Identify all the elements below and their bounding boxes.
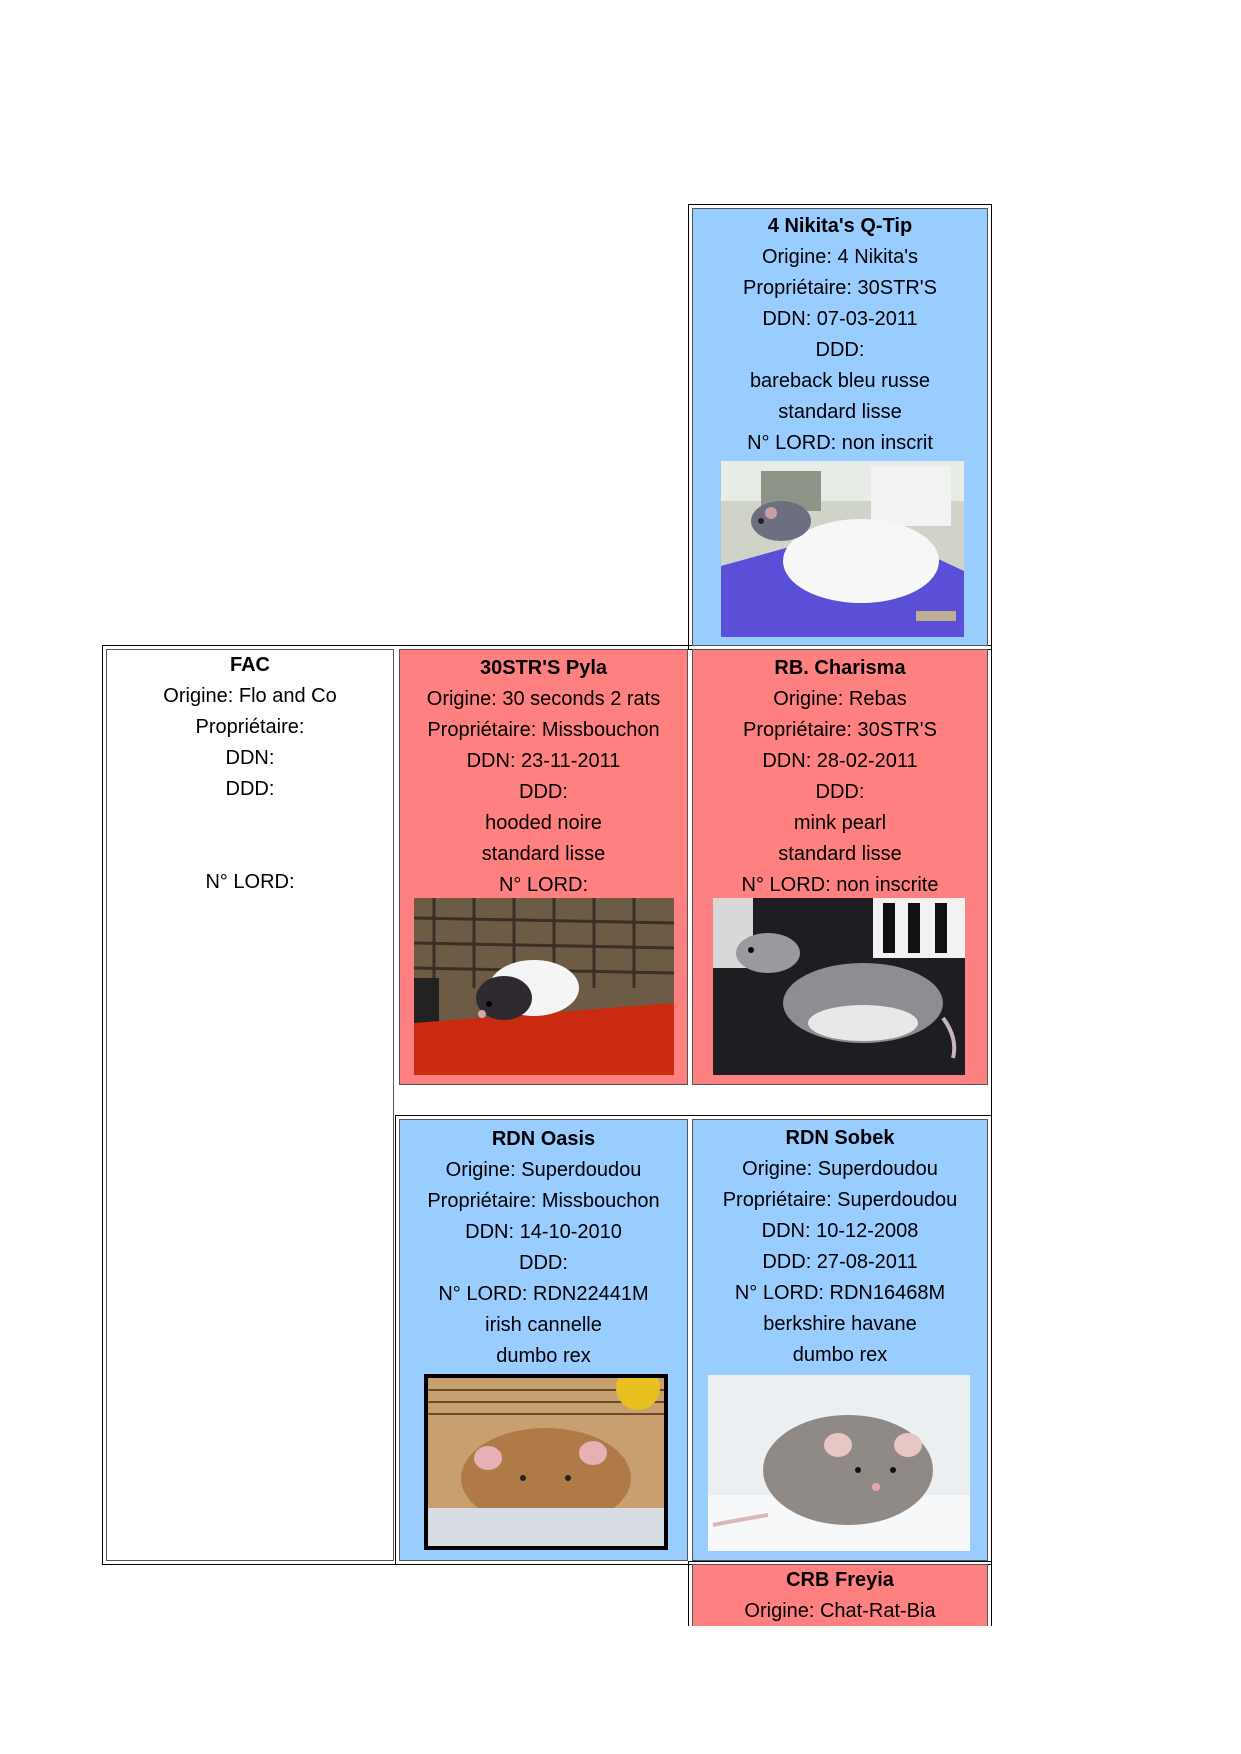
- variety-color: bareback bleu russe: [749, 370, 931, 392]
- variety-color: hooded noire: [485, 812, 602, 834]
- lord-text: N° LORD: non inscrit: [747, 432, 933, 454]
- ddd-text: DDD:: [225, 778, 275, 800]
- lord-text: N° LORD: RDN22441M: [438, 1283, 649, 1305]
- ddd-text: DDD:: [815, 339, 865, 361]
- variety-color: irish cannelle: [485, 1314, 602, 1336]
- proprietaire-text: Propriétaire: 30STR'S: [743, 719, 937, 741]
- ddn-text: DDN: 14-10-2010: [465, 1221, 622, 1243]
- blank-line: [107, 805, 393, 836]
- proprietaire-text: Propriétaire: Missbouchon: [427, 1190, 660, 1212]
- rat-name: RDN Sobek: [785, 1127, 895, 1149]
- pedigree-card-sobek: [692, 1119, 988, 1561]
- pedigree-card-charisma: [692, 649, 988, 1085]
- rat-name: RDN Oasis: [491, 1128, 596, 1150]
- ddn-text: DDN: 28-02-2011: [762, 750, 918, 772]
- rat-photo: [713, 898, 965, 1075]
- pedigree-card-fac: [106, 649, 394, 1561]
- ddd-text: DDD: 27-08-2011: [762, 1251, 918, 1273]
- proprietaire-text: Propriétaire: 30STR'S: [743, 277, 937, 299]
- origine-text: Origine: 30 seconds 2 rats: [426, 688, 661, 710]
- rat-photo: [414, 898, 674, 1075]
- ddd-text: DDD:: [519, 1252, 568, 1274]
- rat-photo: [424, 1374, 668, 1550]
- proprietaire-text: Propriétaire: Missbouchon: [427, 719, 660, 741]
- rat-name: CRB Freyia: [786, 1569, 894, 1591]
- variety-color: mink pearl: [793, 812, 887, 834]
- rat-photo: [708, 1375, 970, 1551]
- origine-text: Origine: Superdoudou: [445, 1159, 642, 1181]
- proprietaire-text: Propriétaire: Superdoudou: [722, 1189, 958, 1211]
- rat-name: 30STR'S Pyla: [479, 657, 608, 679]
- rat-photo: [721, 461, 964, 637]
- pedigree-card-freyia: [692, 1564, 988, 1626]
- origine-text: Origine: Chat-Rat-Bia: [744, 1600, 936, 1622]
- lord-text: N° LORD: non inscrite: [741, 874, 939, 896]
- variety-type: dumbo rex: [496, 1345, 591, 1367]
- ddn-text: DDN: 07-03-2011: [762, 308, 918, 330]
- proprietaire-text: Propriétaire:: [195, 716, 305, 738]
- variety-type: standard lisse: [481, 843, 606, 865]
- variety-type: standard lisse: [778, 401, 902, 423]
- variety-type: dumbo rex: [792, 1344, 888, 1366]
- lord-text: N° LORD:: [498, 874, 589, 896]
- origine-text: Origine: Flo and Co: [163, 685, 337, 707]
- variety-color: berkshire havane: [763, 1313, 917, 1335]
- ddn-text: DDN: 23-11-2011: [466, 750, 621, 772]
- rat-name: RB. Charisma: [774, 657, 906, 679]
- ddd-text: DDD:: [519, 781, 568, 803]
- pedigree-card-oasis: [399, 1119, 688, 1561]
- ddn-text: DDN: 10-12-2008: [761, 1220, 919, 1242]
- variety-type: standard lisse: [778, 843, 902, 865]
- pedigree-card-pyla: [399, 649, 688, 1085]
- rat-name: FAC: [230, 654, 270, 676]
- rat-name: 4 Nikita's Q-Tip: [767, 215, 913, 237]
- lord-text: N° LORD: RDN16468M: [734, 1282, 946, 1304]
- origine-text: Origine: Superdoudou: [742, 1158, 938, 1180]
- origine-text: Origine: 4 Nikita's: [761, 246, 919, 268]
- ddd-text: DDD:: [815, 781, 865, 803]
- pedigree-card-qtip: [692, 208, 988, 646]
- origine-text: Origine: Rebas: [773, 688, 907, 710]
- lord-text: N° LORD:: [205, 871, 295, 893]
- blank-line: [107, 836, 393, 867]
- ddn-text: DDN:: [225, 747, 275, 769]
